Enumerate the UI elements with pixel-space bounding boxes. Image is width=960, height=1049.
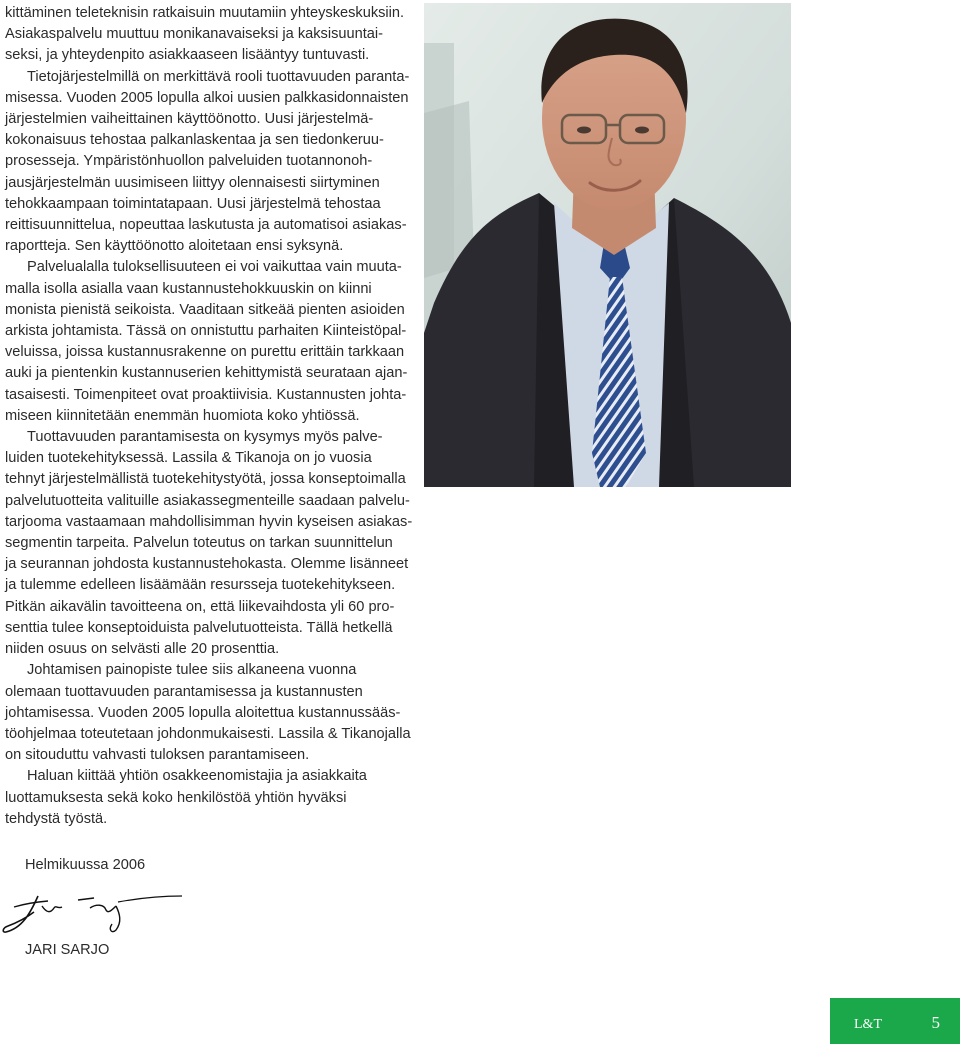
text-line: auki ja pientenkin kustannuserien kehittymistä seurataan ajan- bbox=[5, 365, 408, 382]
text-line: prosesseja. Ympäristönhuollon palveluiden tuotannonoh- bbox=[5, 153, 373, 170]
text-line: Asiakaspalvelu muuttuu monikanavaiseksi ja kaksisuuntai- bbox=[5, 26, 384, 43]
text-line: ja tulemme edelleen lisäämään resursseja tuotekehitykseen. bbox=[5, 577, 396, 594]
text-line: palvelutuotteita valituille asiakassegmenteille saadaan palvelu- bbox=[5, 492, 410, 509]
text-line: kittäminen teleteknisin ratkaisuin muutamiin yhteyskeskuksiin. bbox=[5, 5, 405, 21]
text-line: tasaisesti. Toimenpiteet ovat proaktiivisia. Kustannusten johta- bbox=[5, 386, 407, 403]
text-line: raportteja. Sen käyttöönotto aloitetaan ensi syksynä. bbox=[5, 238, 344, 255]
page-number: 5 bbox=[931, 1013, 940, 1032]
text-line: töohjelmaa toteutetaan johdonmukaisesti. Lassila & Tikanojalla bbox=[5, 725, 411, 742]
letter-body bbox=[5, 3, 413, 830]
text-line: niiden osuus on selvästi alle 20 prosenttia. bbox=[5, 641, 280, 658]
text-line: seksi, ja yhteydenpito asiakkaaseen lisääntyy tuntuvasti. bbox=[5, 47, 370, 64]
text-line: luiden tuotekehityksessä. Lassila & Tikanoja on jo vuosia bbox=[5, 450, 372, 467]
text-line: jausjärjestelmän uusimiseen liittyy olennaisesti siirtyminen bbox=[5, 174, 380, 191]
text-line: monista pienistä seikoista. Vaaditaan sitkeää pienten asioiden bbox=[5, 301, 405, 318]
text-line: on sitouduttu vahvasti tuloksen parantamiseen. bbox=[5, 747, 310, 764]
signature-icon bbox=[0, 888, 190, 938]
text-line: segmentin tarpeita. Palvelun toteutus on tarkan suunnittelun bbox=[5, 535, 393, 552]
text-line: Haluan kiittää yhtiön osakkeenomistajia ja asiakkaita bbox=[27, 768, 367, 785]
footer-bar bbox=[830, 998, 960, 1044]
text-line: arkista johtamista. Tässä on onnistuttu parhaiten Kiinteistöpal- bbox=[5, 323, 407, 340]
text-line: järjestelmien vaiheittainen käyttöönotto. Uusi järjestelmä- bbox=[5, 111, 374, 128]
text-line: Johtamisen painopiste tulee siis alkaneena vuonna bbox=[27, 662, 357, 679]
text-line: Tietojärjestelmillä on merkittävä rooli tuottavuuden paranta- bbox=[27, 68, 410, 85]
text-line: reittisuunnittelua, nopeuttaa laskutusta ja automatisoi asiakas- bbox=[5, 217, 407, 234]
text-line: tehnyt järjestelmällistä tuotekehitystyötä, jossa konseptoimalla bbox=[5, 471, 406, 488]
text-line: kokonaisuus tehostaa palkanlaskentaa ja sen tiedonkeruu- bbox=[5, 132, 384, 149]
portrait-photo bbox=[424, 3, 791, 487]
text-line: tarjooma vastaamaan mahdollisimman hyvin kyseisen asiakas- bbox=[5, 513, 413, 530]
text-line: luottamuksesta sekä koko henkilöstöä yhtiön hyväksi bbox=[5, 789, 347, 806]
text-line: veluissa, joissa kustannusrakenne on purettu erittäin tarkkaan bbox=[5, 344, 405, 361]
text-line: johtamisessa. Vuoden 2005 lopulla aloitettua kustannussääs- bbox=[5, 704, 401, 721]
brand-logo: L&T bbox=[854, 1017, 882, 1032]
signer-name: JARI SARJO bbox=[25, 942, 110, 958]
text-line: Palvelualalla tuloksellisuuteen ei voi vaikuttaa vain muuta- bbox=[27, 259, 402, 276]
text-line: misessa. Vuoden 2005 lopulla alkoi uusien palkkasidonnaisten bbox=[5, 89, 409, 106]
text-line: malla isolla asialla vaan kustannustehokkuuskin on kiinni bbox=[5, 280, 372, 297]
text-line: miseen kiinnitetään enemmän huomiota koko yhtiössä. bbox=[5, 407, 360, 424]
text-line: tehdystä työstä. bbox=[5, 810, 108, 827]
text-line: Tuottavuuden parantamisesta on kysymys myös palve- bbox=[27, 429, 383, 446]
text-line: tehokkaampaan toimintatapaan. Uusi järjestelmä tehostaa bbox=[5, 195, 381, 212]
text-line: senttia tulee konseptoiduista palvelutuotteista. Tällä hetkellä bbox=[5, 619, 393, 636]
text-line: ja seurannan johdosta kustannustehokasta. Olemme lisänneet bbox=[5, 556, 409, 573]
text-line: Pitkän aikavälin tavoitteena on, että liikevaihdosta yli 60 pro- bbox=[5, 598, 395, 615]
signoff-date: Helmikuussa 2006 bbox=[25, 857, 146, 873]
text-line: olemaan tuottavuuden parantamisessa ja kustannusten bbox=[5, 683, 363, 700]
